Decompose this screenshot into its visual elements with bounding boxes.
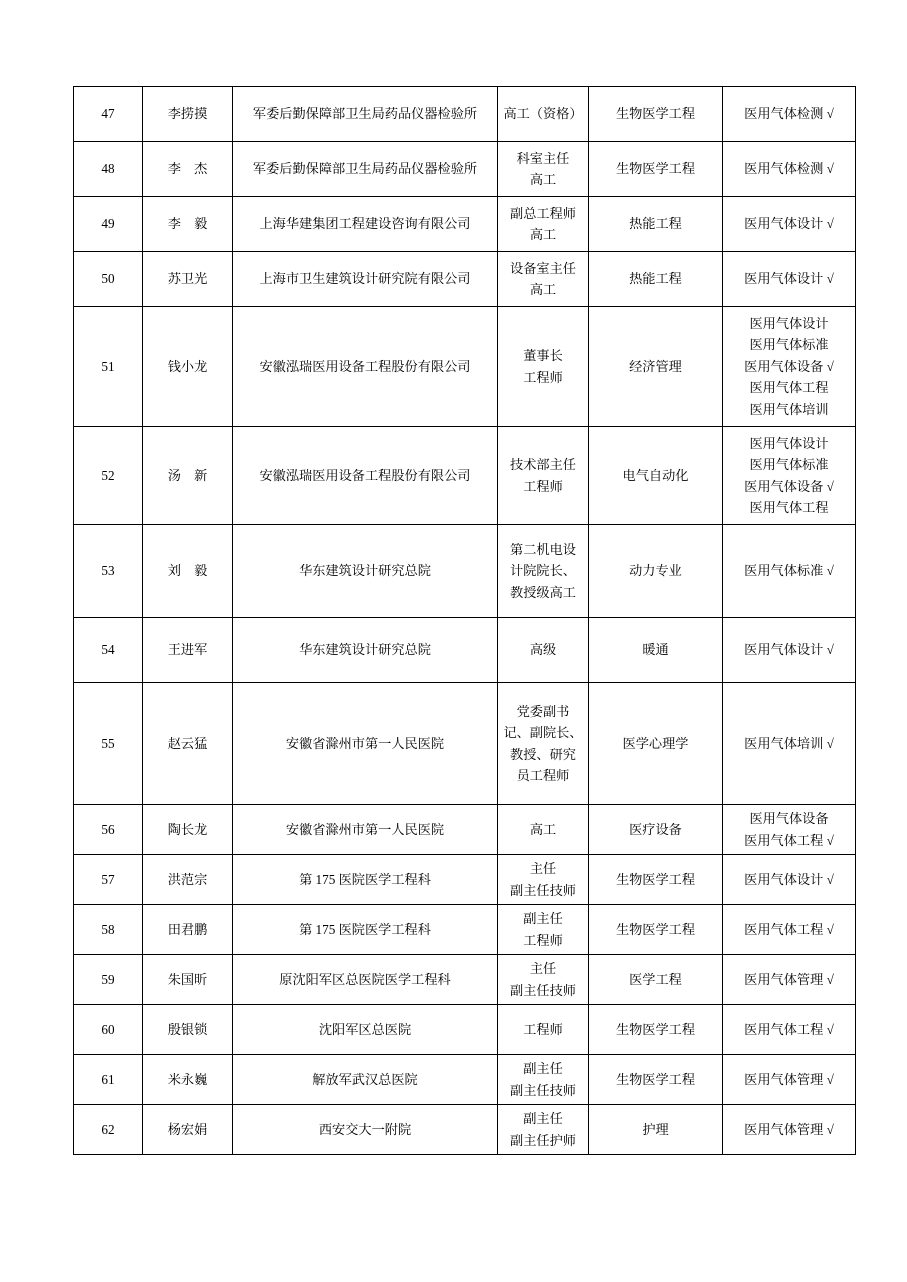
row-index-cell: 49 — [74, 197, 143, 252]
row-cert-cell — [723, 252, 856, 307]
row-org-cell-line: 安徽省滁州市第一人民医院 — [285, 735, 445, 751]
row-title-cell — [498, 142, 589, 197]
row-major-cell-line: 热能工程 — [629, 216, 682, 232]
row-cert-cell — [723, 427, 856, 525]
row-index-cell: 50 — [74, 252, 143, 307]
row-cert-cell-lines — [725, 808, 853, 851]
row-major-cell — [589, 427, 723, 525]
table-row — [74, 197, 856, 252]
row-major-cell — [589, 1055, 723, 1105]
row-cert-cell-lines — [725, 1069, 853, 1090]
table-row — [74, 618, 856, 683]
row-cert-cell — [723, 1005, 856, 1055]
row-cert-cell-line: 医用气体工程 √ — [744, 921, 834, 937]
row-org-cell-line: 安徽省滁州市第一人民医院 — [285, 821, 445, 837]
row-index-cell: 53 — [74, 525, 143, 618]
row-major-cell-line: 生物医学工程 — [615, 161, 696, 177]
row-org-cell-lines — [235, 268, 495, 289]
row-major-cell-lines — [591, 869, 720, 890]
row-major-cell-lines — [591, 103, 720, 124]
row-name-cell: 苏卫光 — [143, 252, 233, 307]
row-title-cell-line: 工程师 — [523, 369, 563, 385]
row-title-cell-line: 副主任 — [523, 1111, 563, 1127]
row-org-cell — [233, 855, 498, 905]
row-title-cell — [498, 905, 589, 955]
row-cert-cell-line: 医用气体培训 — [749, 401, 829, 417]
table-body — [74, 87, 856, 1155]
row-title-cell-line: 主任 — [529, 961, 557, 977]
row-major-cell — [589, 142, 723, 197]
row-title-cell-lines — [500, 203, 586, 246]
row-name-cell: 朱国昕 — [143, 955, 233, 1005]
row-index-cell: 55 — [74, 683, 143, 805]
row-org-cell — [233, 142, 498, 197]
row-title-cell-line: 副总工程师 — [510, 205, 576, 221]
row-major-cell-line: 经济管理 — [629, 358, 682, 374]
row-cert-cell-line: 医用气体设计 — [749, 316, 829, 332]
row-org-cell-line: 军委后勤保障部卫生局药品仪器检验所 — [252, 161, 478, 177]
row-title-cell-lines — [500, 345, 586, 388]
row-major-cell-line: 动力专业 — [629, 563, 682, 579]
row-cert-cell-line: 医用气体设备 — [749, 811, 829, 827]
row-major-cell-lines — [591, 733, 720, 754]
row-cert-cell-line: 医用气体设计 √ — [744, 871, 834, 887]
row-major-cell — [589, 525, 723, 618]
row-org-cell-line: 安徽泓瑞医用设备工程股份有限公司 — [259, 358, 471, 374]
row-title-cell-line: 技术部主任 — [510, 457, 576, 473]
row-major-cell — [589, 855, 723, 905]
row-major-cell-lines — [591, 1069, 720, 1090]
row-org-cell — [233, 1105, 498, 1155]
row-org-cell — [233, 618, 498, 683]
row-org-cell-lines — [235, 465, 495, 486]
row-org-cell-line: 解放军武汉总医院 — [312, 1071, 418, 1087]
row-title-cell-lines — [500, 1058, 586, 1101]
row-title-cell-lines — [500, 539, 586, 603]
row-org-cell — [233, 87, 498, 142]
row-index-cell: 57 — [74, 855, 143, 905]
row-title-cell — [498, 197, 589, 252]
row-index-cell: 62 — [74, 1105, 143, 1155]
row-cert-cell-line: 医用气体管理 √ — [744, 1121, 834, 1137]
row-org-cell-lines — [235, 1069, 495, 1090]
row-name-cell: 李 毅 — [143, 197, 233, 252]
row-org-cell-lines — [235, 560, 495, 581]
row-cert-cell-lines — [725, 919, 853, 940]
row-name-cell: 钱小龙 — [143, 307, 233, 427]
row-org-cell — [233, 525, 498, 618]
row-org-cell-lines — [235, 639, 495, 660]
row-title-cell-lines — [500, 819, 586, 840]
row-major-cell-lines — [591, 919, 720, 940]
table-row — [74, 805, 856, 855]
row-major-cell-lines — [591, 158, 720, 179]
row-title-cell — [498, 855, 589, 905]
row-org-cell-lines — [235, 733, 495, 754]
row-org-cell — [233, 197, 498, 252]
row-major-cell — [589, 252, 723, 307]
row-cert-cell-line: 医用气体工程 — [749, 380, 829, 396]
table-row — [74, 87, 856, 142]
row-title-cell — [498, 1005, 589, 1055]
row-title-cell — [498, 1055, 589, 1105]
row-major-cell-lines — [591, 1019, 720, 1040]
row-title-cell-lines — [500, 454, 586, 497]
row-cert-cell-line: 医用气体培训 √ — [744, 735, 834, 751]
row-cert-cell-line: 医用气体工程 √ — [744, 1021, 834, 1037]
row-name-cell: 刘 毅 — [143, 525, 233, 618]
table-row — [74, 142, 856, 197]
row-major-cell-line: 生物医学工程 — [615, 1071, 696, 1087]
row-org-cell-lines — [235, 213, 495, 234]
table-row — [74, 427, 856, 525]
table-row — [74, 683, 856, 805]
row-name-cell: 陶长龙 — [143, 805, 233, 855]
row-cert-cell-lines — [725, 560, 853, 581]
row-title-cell-line: 高工 — [529, 172, 557, 187]
row-title-cell-lines — [500, 1019, 586, 1040]
row-cert-cell-lines — [725, 969, 853, 990]
row-title-cell-line: 副主任护师 — [510, 1132, 576, 1148]
row-org-cell-lines — [235, 103, 495, 124]
row-name-cell: 洪范宗 — [143, 855, 233, 905]
row-major-cell — [589, 955, 723, 1005]
row-title-cell-line: 记、副院长、 — [503, 725, 583, 741]
row-title-cell — [498, 683, 589, 805]
row-index-cell: 47 — [74, 87, 143, 142]
row-major-cell-lines — [591, 465, 720, 486]
row-title-cell-line: 设备室主任 — [510, 260, 576, 276]
row-cert-cell-lines — [725, 869, 853, 890]
row-org-cell-lines — [235, 1019, 495, 1040]
row-index-cell: 52 — [74, 427, 143, 525]
row-cert-cell — [723, 955, 856, 1005]
row-org-cell-line: 西安交大一附院 — [318, 1121, 412, 1137]
row-major-cell-lines — [591, 213, 720, 234]
row-major-cell-line: 暖通 — [642, 642, 669, 658]
row-title-cell-line: 教授级高工 — [510, 584, 576, 600]
row-org-cell-line: 第 175 医院医学工程科 — [299, 921, 431, 937]
table-row — [74, 1055, 856, 1105]
row-title-cell — [498, 955, 589, 1005]
row-major-cell-lines — [591, 819, 720, 840]
row-org-cell-line: 上海华建集团工程建设咨询有限公司 — [259, 216, 471, 232]
row-name-cell: 李 杰 — [143, 142, 233, 197]
row-org-cell — [233, 955, 498, 1005]
row-title-cell-line: 副主任技师 — [510, 882, 576, 898]
row-cert-cell — [723, 1055, 856, 1105]
row-major-cell — [589, 618, 723, 683]
row-title-cell — [498, 307, 589, 427]
row-major-cell-lines — [591, 969, 720, 990]
table-row — [74, 955, 856, 1005]
row-cert-cell-line: 医用气体工程 √ — [744, 832, 834, 848]
row-org-cell-lines — [235, 356, 495, 377]
row-cert-cell — [723, 805, 856, 855]
row-major-cell-line: 热能工程 — [629, 271, 682, 287]
row-title-cell-line: 高工 — [529, 227, 557, 242]
row-cert-cell-lines — [725, 433, 853, 519]
row-title-cell — [498, 525, 589, 618]
row-title-cell — [498, 618, 589, 683]
row-cert-cell-line: 医用气体管理 √ — [744, 1071, 834, 1087]
row-title-cell — [498, 805, 589, 855]
row-title-cell-lines — [500, 908, 586, 951]
row-cert-cell-line: 医用气体标准 √ — [744, 563, 834, 579]
row-title-cell-lines — [500, 1108, 586, 1151]
row-cert-cell-line: 医用气体设计 √ — [744, 642, 834, 658]
table-row — [74, 855, 856, 905]
row-cert-cell-lines — [725, 213, 853, 234]
table-row — [74, 1105, 856, 1155]
row-title-cell-line: 高工 — [529, 282, 557, 297]
row-cert-cell-line: 医用气体工程 — [749, 499, 829, 515]
row-cert-cell-lines — [725, 158, 853, 179]
row-title-cell-lines — [500, 258, 586, 301]
row-title-cell-line: 科室主任 — [516, 150, 570, 166]
row-title-cell — [498, 427, 589, 525]
row-name-cell: 李捞摸 — [143, 87, 233, 142]
row-title-cell-line: 高工 — [529, 821, 557, 837]
row-index-cell: 51 — [74, 307, 143, 427]
row-major-cell-line: 生物医学工程 — [615, 921, 696, 937]
row-cert-cell-lines — [725, 268, 853, 289]
row-name-cell: 赵云猛 — [143, 683, 233, 805]
row-org-cell-line: 上海市卫生建筑设计研究院有限公司 — [259, 271, 471, 287]
row-cert-cell-line: 医用气体设备 √ — [744, 358, 834, 374]
row-major-cell-lines — [591, 268, 720, 289]
row-org-cell-lines — [235, 819, 495, 840]
row-index-cell: 58 — [74, 905, 143, 955]
table-row — [74, 252, 856, 307]
row-major-cell-lines — [591, 560, 720, 581]
row-cert-cell-lines — [725, 1119, 853, 1140]
row-cert-cell-lines — [725, 103, 853, 124]
row-title-cell-line: 副主任技师 — [510, 982, 576, 998]
row-cert-cell-line: 医用气体设计 √ — [744, 216, 834, 232]
row-cert-cell — [723, 142, 856, 197]
row-title-cell-lines — [500, 148, 586, 191]
row-name-cell: 王进军 — [143, 618, 233, 683]
row-major-cell-line: 医疗设备 — [629, 821, 682, 837]
row-major-cell-line: 医学心理学 — [622, 735, 689, 751]
row-major-cell — [589, 197, 723, 252]
row-cert-cell — [723, 307, 856, 427]
row-cert-cell — [723, 87, 856, 142]
row-index-cell: 61 — [74, 1055, 143, 1105]
row-org-cell-line: 华东建筑设计研究总院 — [299, 563, 431, 579]
row-title-cell-lines — [500, 858, 586, 901]
row-title-cell-lines — [500, 103, 586, 124]
row-name-cell: 杨宏娟 — [143, 1105, 233, 1155]
table-row — [74, 1005, 856, 1055]
row-major-cell-lines — [591, 356, 720, 377]
row-org-cell — [233, 805, 498, 855]
row-cert-cell — [723, 618, 856, 683]
row-org-cell-line: 安徽泓瑞医用设备工程股份有限公司 — [259, 467, 471, 483]
row-org-cell — [233, 1005, 498, 1055]
row-title-cell-line: 副主任技师 — [510, 1082, 576, 1098]
row-cert-cell-line: 医用气体管理 √ — [744, 971, 834, 987]
row-org-cell — [233, 307, 498, 427]
row-cert-cell-lines — [725, 639, 853, 660]
row-index-cell: 60 — [74, 1005, 143, 1055]
row-major-cell — [589, 905, 723, 955]
row-cert-cell — [723, 1105, 856, 1155]
row-title-cell-line: 高级 — [529, 642, 557, 658]
table-row — [74, 307, 856, 427]
row-cert-cell-line: 医用气体标准 — [749, 457, 829, 473]
row-org-cell-lines — [235, 919, 495, 940]
row-cert-cell — [723, 197, 856, 252]
row-cert-cell — [723, 683, 856, 805]
row-major-cell-line: 生物医学工程 — [615, 871, 696, 887]
row-major-cell — [589, 683, 723, 805]
row-major-cell — [589, 1105, 723, 1155]
row-cert-cell-line: 医用气体检测 √ — [744, 161, 834, 177]
row-title-cell-line: 高工（资格） — [503, 106, 583, 122]
row-title-cell-line: 员工程师 — [516, 767, 570, 783]
row-cert-cell — [723, 855, 856, 905]
row-name-cell: 汤 新 — [143, 427, 233, 525]
row-org-cell — [233, 905, 498, 955]
row-org-cell-lines — [235, 158, 495, 179]
row-title-cell — [498, 252, 589, 307]
row-org-cell — [233, 1055, 498, 1105]
row-major-cell-line: 生物医学工程 — [615, 1021, 696, 1037]
row-org-cell-line: 第 175 医院医学工程科 — [299, 871, 431, 887]
row-index-cell: 48 — [74, 142, 143, 197]
row-cert-cell — [723, 905, 856, 955]
row-major-cell — [589, 307, 723, 427]
table-row — [74, 525, 856, 618]
row-title-cell-line: 教授、研究 — [510, 746, 576, 762]
row-title-cell-line: 副主任 — [523, 1061, 563, 1077]
row-title-cell-line: 董事长 — [523, 348, 563, 364]
row-title-cell-lines — [500, 639, 586, 660]
row-index-cell: 56 — [74, 805, 143, 855]
row-major-cell-lines — [591, 639, 720, 660]
row-major-cell-line: 护理 — [642, 1121, 669, 1137]
row-title-cell-line: 主任 — [529, 861, 557, 877]
row-title-cell-line: 党委副书 — [516, 703, 570, 719]
row-major-cell-line: 医学工程 — [629, 971, 682, 987]
row-title-cell-lines — [500, 958, 586, 1001]
row-cert-cell-lines — [725, 313, 853, 420]
row-major-cell-line: 生物医学工程 — [615, 106, 696, 122]
row-major-cell — [589, 87, 723, 142]
row-title-cell-line: 工程师 — [523, 932, 563, 948]
row-title-cell — [498, 87, 589, 142]
row-name-cell: 田君鹏 — [143, 905, 233, 955]
row-title-cell-line: 第二机电设 — [510, 541, 576, 557]
row-title-cell-line: 计院院长、 — [510, 563, 576, 579]
row-org-cell — [233, 683, 498, 805]
row-name-cell: 殷银锁 — [143, 1005, 233, 1055]
row-org-cell-line: 华东建筑设计研究总院 — [299, 642, 431, 658]
row-org-cell-lines — [235, 969, 495, 990]
row-title-cell-line: 副主任 — [523, 911, 563, 927]
row-cert-cell-line: 医用气体设备 √ — [744, 478, 834, 494]
row-major-cell-lines — [591, 1119, 720, 1140]
row-cert-cell-line: 医用气体标准 — [749, 337, 829, 353]
row-name-cell: 米永巍 — [143, 1055, 233, 1105]
row-title-cell-lines — [500, 701, 586, 787]
row-title-cell-line: 工程师 — [523, 1021, 563, 1037]
row-org-cell-line: 军委后勤保障部卫生局药品仪器检验所 — [252, 106, 478, 122]
row-org-cell-lines — [235, 1119, 495, 1140]
row-major-cell — [589, 805, 723, 855]
row-title-cell — [498, 1105, 589, 1155]
row-org-cell-line: 沈阳军区总医院 — [318, 1021, 412, 1037]
row-cert-cell-line: 医用气体设计 √ — [744, 271, 834, 287]
row-cert-cell — [723, 525, 856, 618]
row-index-cell: 54 — [74, 618, 143, 683]
table-row — [74, 905, 856, 955]
row-org-cell-lines — [235, 869, 495, 890]
row-cert-cell-line: 医用气体设计 — [749, 435, 829, 451]
row-org-cell — [233, 427, 498, 525]
row-index-cell: 59 — [74, 955, 143, 1005]
row-major-cell — [589, 1005, 723, 1055]
row-major-cell-line: 电气自动化 — [622, 467, 689, 483]
row-org-cell-line: 原沈阳军区总医院医学工程科 — [279, 971, 451, 987]
row-cert-cell-lines — [725, 733, 853, 754]
row-org-cell — [233, 252, 498, 307]
row-cert-cell-lines — [725, 1019, 853, 1040]
personnel-roster-table — [73, 86, 856, 1155]
row-cert-cell-line: 医用气体检测 √ — [744, 106, 834, 122]
row-title-cell-line: 工程师 — [523, 478, 563, 494]
